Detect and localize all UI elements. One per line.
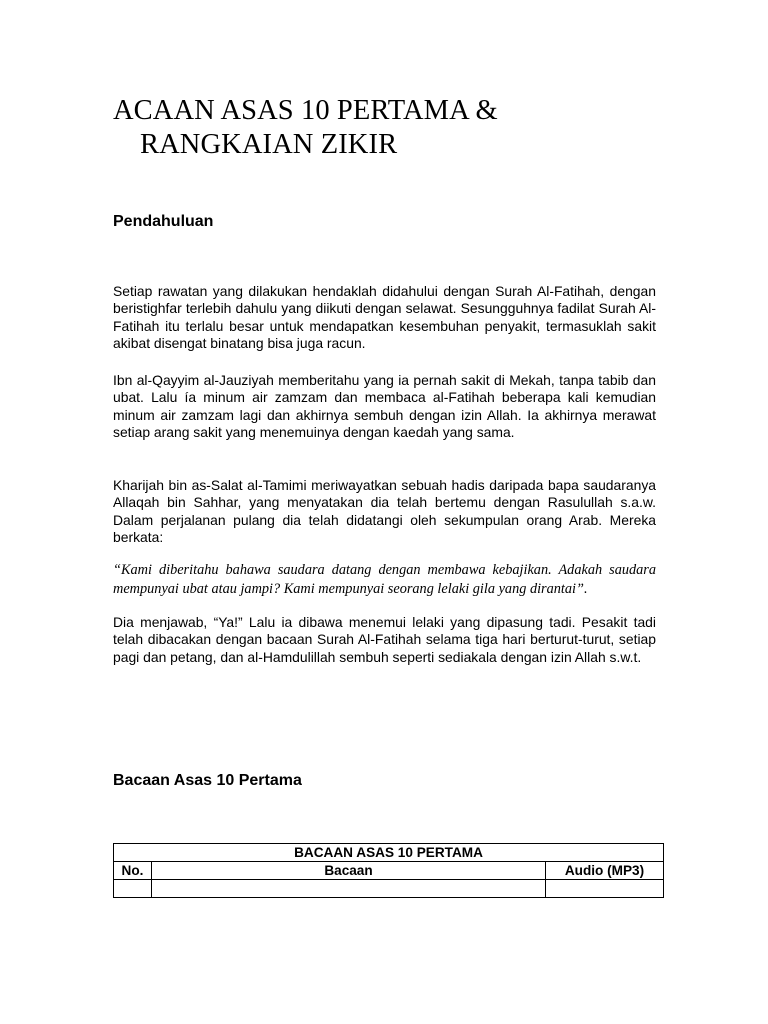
title-line-2: RANGKAIAN ZIKIR <box>140 129 398 160</box>
section-heading-bacaan: Bacaan Asas 10 Pertama <box>113 772 302 789</box>
table-caption-row <box>114 844 664 862</box>
paragraph-4: Dia menjawab, “Ya!” Lalu ia dibawa menemui lelaki yang dipasung tadi. Pesakit tadi telah dibacakan dengan bacaan Surah Al-Fatihah selama tiga hari berturut-turut, setiap pagi dan petang, dan al-Hamdulillah sembuh seperti sediakala dengan izin Allah s.w.t. <box>113 614 656 665</box>
paragraph-3: Kharijah bin as-Salat al-Tamimi meriwayatkan sebuah hadis daripada bapa saudaranya Allaqah bin Sahhar, yang menyatakan dia telah bertemu dengan Rasulullah s.a.w. Dalam perjalanan pulang dia telah didatangi oleh sekumpulan orang Arab. Mereka berkata: <box>113 477 656 546</box>
column-header-audio: Audio (MP3) <box>546 862 664 880</box>
table-cell-no <box>114 880 152 898</box>
table-header-row <box>114 862 664 880</box>
quote-paragraph: “Kami diberitahu bahawa saudara datang dengan membawa kebajikan. Adakah saudara mempunyai ubat atau jampi? Kami mempunyai seorang lelaki gila yang dirantai”. <box>113 562 656 597</box>
paragraph-1: Setiap rawatan yang dilakukan hendaklah didahului dengan Surah Al-Fatihah, dengan beristighfar terlebih dahulu yang diikuti dengan selawat. Sesungguhnya fadilat Surah Al-Fatihah itu terlalu besar untuk mendapatkan kesembuhan penyakit, termasuklah sakit akibat disengat binatang bisa juga racun. <box>113 283 656 352</box>
table-cell-bacaan <box>152 880 546 898</box>
table-caption: BACAAN ASAS 10 PERTAMA <box>114 844 664 862</box>
paragraph-2: Ibn al-Qayyim al-Jauziyah memberitahu yang ia pernah sakit di Mekah, tanpa tabib dan ubat. Lalu ía minum air zamzam dan membaca al-Fatihah beberapa kali kemudian minum air zamzam lagi dan akhirnya sembuh dengan izin Allah. Ia akhirnya merawat setiap arang sakit yang menemuinya dengan kaedah yang sama. <box>113 372 656 441</box>
title-line-1: ACAAN ASAS 10 PERTAMA & <box>113 95 498 126</box>
document-title <box>113 94 673 162</box>
table-cell-audio <box>546 880 664 898</box>
column-header-bacaan: Bacaan <box>152 862 546 880</box>
table-row <box>114 880 664 898</box>
section-heading-pendahuluan: Pendahuluan <box>113 213 214 230</box>
bacaan-table <box>113 843 664 898</box>
column-header-no: No. <box>114 862 152 880</box>
